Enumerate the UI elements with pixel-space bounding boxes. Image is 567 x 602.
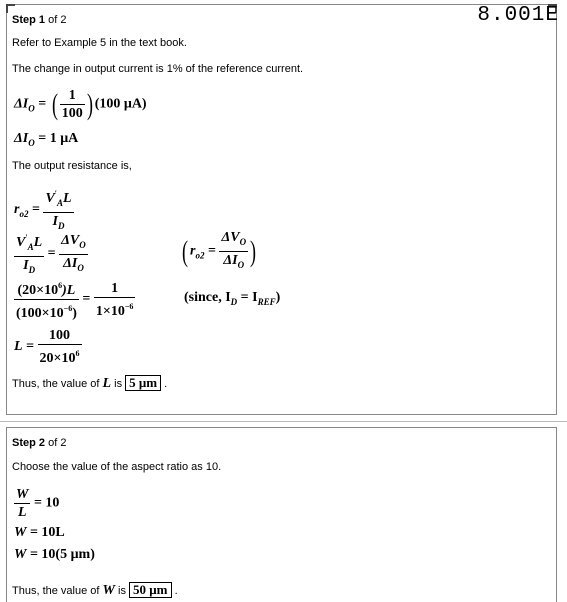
answer-box: 50 μm [129, 582, 171, 598]
step-1-text-1: Refer to Example 5 in the text book. [12, 37, 187, 49]
step-1-text-2: The change in output current is 1% of the reference current. [12, 63, 304, 75]
equation-aspect-ratio: $\frac{W}{L}$ = 10 [16, 487, 60, 520]
step-divider [0, 421, 567, 422]
step-2-card [6, 427, 557, 602]
equation-L: L = $\frac{100}{20\times 10^6}$ [14, 328, 80, 366]
equation-substitution: $\frac{(20\times 10^6)L}{(100\times 10^{-6})}$ = $\frac{1}{1\times 10^{-6}}$ [14, 277, 135, 322]
step-1-heading: Step 1 of 2 [12, 14, 67, 26]
equation-delta-io-result: $\Delta I_O = 1$ μA [14, 131, 79, 148]
step-1-text-3: The output resistance is, [12, 160, 132, 172]
answer-box: 5 μm [125, 375, 161, 391]
step-2-answer: Thus, the value of W is 50 μm . [12, 582, 178, 598]
equation-w-value: W = 10(5 μm) [14, 547, 95, 562]
equation-since-note: (since, $I_D = I_{REF}$) [184, 290, 281, 307]
equation-delta-io: $\Delta I_O$ = ( $\frac{1}{100}$ ) (100 μA) [14, 87, 147, 121]
equation-ro2: $r_{o2}$ = $\frac{V'_AL}{I_D}$ [14, 185, 74, 235]
equation-w-10l: W = 10L [14, 525, 65, 540]
step-2-heading: Step 2 of 2 [12, 437, 67, 449]
corner-mark [6, 4, 15, 13]
step-2-text-1: Choose the value of the aspect ratio as 10. [12, 461, 222, 473]
step-1-answer: Thus, the value of L is 5 μm . [12, 375, 168, 391]
equation-ro2-note: ( $r_{o2}$ = $\frac{\Delta V_O}{\Delta I_O}$ ) [182, 230, 257, 270]
problem-code: 8.001E [477, 4, 559, 27]
equation-ratio: $\frac{V'_AL}{I_D}$ = $\frac{\Delta V_O}{\Delta I_O}$ [14, 229, 88, 279]
